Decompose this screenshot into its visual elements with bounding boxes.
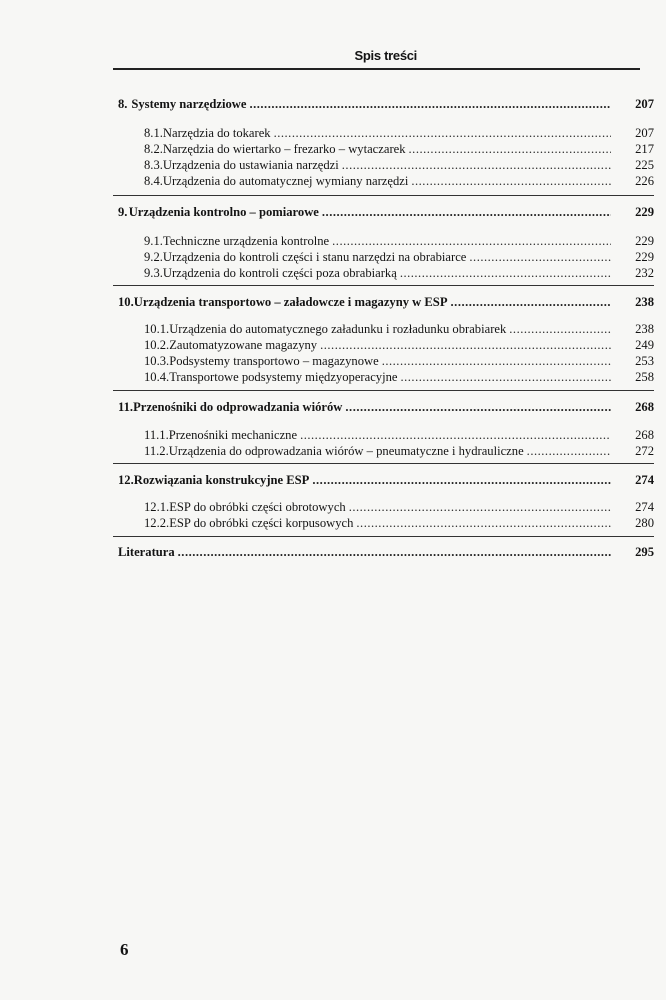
toc-entry-number: 12.1.: [144, 500, 170, 514]
toc-chapter-entry: [118, 400, 654, 415]
dot-leader: [451, 295, 611, 310]
toc-chapter-entry: [118, 545, 654, 560]
toc-entry-title: Urządzenia do odprowadzania wiórów – pneumatyczne i hydrauliczne: [168, 444, 524, 458]
toc-entry-number: 8.1.: [144, 126, 163, 140]
toc-entry-title: Rozwiązania konstrukcyjne ESP: [133, 473, 310, 487]
toc-entry-page: 226: [635, 174, 654, 188]
toc-entry-title: Urządzenia do kontroli części i stanu narzędzi na obrabiarce: [162, 250, 467, 264]
toc-entry-title: Narzędzia do wiertarko – frezarko – wytaczarek: [162, 142, 406, 156]
toc-subsection-entry: [144, 126, 654, 141]
toc-subsection-entry: [144, 266, 654, 281]
dot-leader: [400, 370, 611, 385]
toc-entry-number: 10.4.: [144, 370, 170, 384]
toc-entry-page: 229: [635, 250, 654, 264]
toc-entry-number: 10.: [118, 295, 134, 309]
toc-entry-page: 249: [635, 338, 654, 352]
dot-leader: [356, 516, 611, 531]
dot-leader: [509, 322, 611, 337]
toc-entry-title: Literatura: [118, 545, 175, 559]
toc-subsection-entry: [144, 158, 654, 173]
toc-subsection-entry: [144, 174, 654, 189]
section-separator-rule: [113, 536, 654, 537]
toc-entry-page: 274: [635, 500, 654, 514]
section-separator-rule: [113, 463, 654, 464]
toc-entry-number: 9.1.: [144, 234, 163, 248]
dot-leader: [249, 97, 611, 112]
toc-entry-page: 280: [635, 516, 654, 530]
dot-leader: [400, 266, 611, 281]
dot-leader: [382, 354, 611, 369]
toc-entry-page: 258: [635, 370, 654, 384]
section-separator-rule: [113, 390, 654, 391]
toc-entry-page: 229: [635, 234, 654, 248]
dot-leader: [409, 142, 611, 157]
dot-leader: [349, 500, 611, 515]
toc-subsection-entry: [144, 322, 654, 337]
toc-entry-page: 295: [635, 545, 654, 559]
toc-entry-title: Systemy narzędziowe: [131, 97, 247, 111]
toc-entry-number: 11.1.: [144, 428, 169, 442]
toc-subsection-entry: [144, 444, 654, 459]
toc-entry-page: 217: [635, 142, 654, 156]
toc-entry-page: 238: [635, 295, 654, 309]
toc-entry-page: 253: [635, 354, 654, 368]
section-separator-rule: [113, 195, 654, 196]
dot-leader: [332, 234, 611, 249]
toc-subsection-entry: [144, 250, 654, 265]
dot-leader: [300, 428, 611, 443]
toc-entry-number: 9.: [118, 205, 128, 219]
toc-entry-title: Urządzenia do kontroli części poza obrabiarką: [162, 266, 397, 280]
toc-subsection-entry: [144, 370, 654, 385]
toc-subsection-entry: [144, 338, 654, 353]
toc-entry-page: 232: [635, 266, 654, 280]
toc-entry-number: 8.2.: [144, 142, 163, 156]
toc-entry-title: Zautomatyzowane magazyny: [169, 338, 318, 352]
toc-entry-number: 10.1.: [144, 322, 170, 336]
section-separator-rule: [113, 285, 654, 286]
toc-entry-page: 238: [635, 322, 654, 336]
toc-entry-title: Podsystemy transportowo – magazynowe: [169, 354, 379, 368]
toc-entry-page: 272: [635, 444, 654, 458]
dot-leader: [527, 444, 611, 459]
toc-entry-page: 225: [635, 158, 654, 172]
toc-entry-number: 11.: [118, 400, 134, 414]
toc-entry-title: Techniczne urządzenia kontrolne: [162, 234, 330, 248]
dot-leader: [274, 126, 611, 141]
toc-chapter-entry: [118, 97, 654, 112]
toc-chapter-entry: [118, 473, 654, 488]
toc-entry-page: 229: [635, 205, 654, 219]
toc-entry-number: 8.3.: [144, 158, 163, 172]
dot-leader: [469, 250, 611, 265]
toc-entry-title: Urządzenia do automatycznej wymiany narzędzi: [162, 174, 409, 188]
toc-entry-title: Urządzenia do ustawiania narzędzi: [162, 158, 339, 172]
dot-leader: [411, 174, 611, 189]
toc-subsection-entry: [144, 428, 654, 443]
toc-entry-title: Urządzenia transportowo – załadowcze i magazyny w ESP: [133, 295, 448, 309]
toc-entry-page: 207: [635, 97, 654, 111]
dot-leader: [312, 473, 611, 488]
toc-entry-number: 9.3.: [144, 266, 163, 280]
toc-entry-page: 207: [635, 126, 654, 140]
footer-page-number: 6: [120, 940, 129, 959]
toc-entry-title: Urządzenia do automatycznego załadunku i rozładunku obrabiarek: [169, 322, 507, 336]
toc-entry-number: 10.3.: [144, 354, 170, 368]
toc-entry-title: Przenośniki mechaniczne: [168, 428, 298, 442]
toc-chapter-entry: [118, 205, 654, 220]
dot-leader: [342, 158, 611, 173]
toc-entry-number: 8.: [118, 97, 128, 111]
dot-leader: [178, 545, 611, 560]
toc-subsection-entry: [144, 142, 654, 157]
toc-entry-number: 10.2.: [144, 338, 170, 352]
toc-entry-title: Urządzenia kontrolno – pomiarowe: [128, 205, 319, 219]
toc-entry-page: 274: [635, 473, 654, 487]
toc-entry-title: Transportowe podsystemy międzyoperacyjne: [169, 370, 398, 384]
toc-subsection-entry: [144, 516, 654, 531]
toc-entry-number: 12.2.: [144, 516, 170, 530]
toc-entry-page: 268: [635, 400, 654, 414]
toc-chapter-entry: [118, 295, 654, 310]
toc-entry-title: Narzędzia do tokarek: [162, 126, 271, 140]
toc-entry-title: ESP do obróbki części korpusowych: [169, 516, 354, 530]
toc-subsection-entry: [144, 234, 654, 249]
dot-leader: [320, 338, 611, 353]
toc-entry-number: 12.: [118, 473, 134, 487]
toc-entry-number: 11.2.: [144, 444, 169, 458]
toc-entry-number: 8.4.: [144, 174, 163, 188]
toc-entry-page: 268: [635, 428, 654, 442]
page-header-title: Spis treści: [354, 48, 417, 63]
toc-entry-title: Przenośniki do odprowadzania wiórów: [133, 400, 343, 414]
dot-leader: [322, 205, 611, 220]
toc-subsection-entry: [144, 354, 654, 369]
toc-entry-number: 9.2.: [144, 250, 163, 264]
toc-entry-title: ESP do obróbki części obrotowych: [169, 500, 346, 514]
dot-leader: [345, 400, 611, 415]
toc-subsection-entry: [144, 500, 654, 515]
